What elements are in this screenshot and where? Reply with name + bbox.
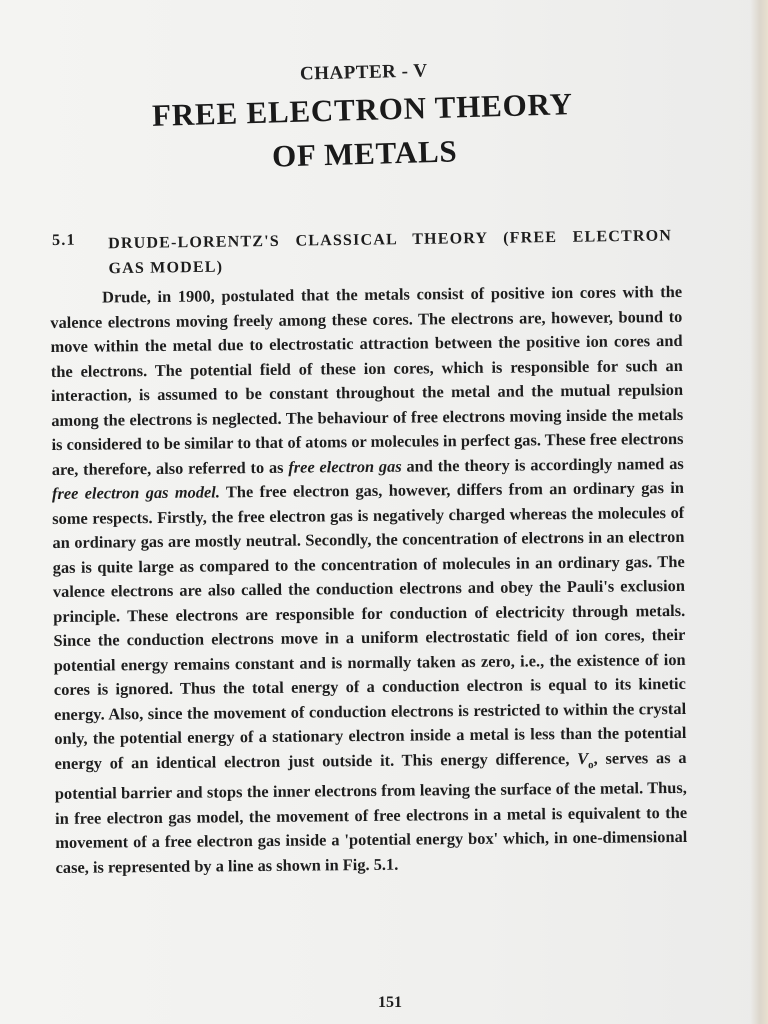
text-segment: Drude, in 1900, postulated that the metals consist of positive ion cores with the valence electrons moving freely among these cores. The electrons are, however, bound to move within the metal due to electrostatic attraction between the positive ion cores and the electrons. The potential field of these ion cores, which is responsible for such an interaction, is assumed to be constant throughout the metal and the mutual repulsion among the electrons is neglected. The behaviour of free electrons moving inside the metals is considered to be similar to that of atoms or molecules in perfect gas. These free electrons are, therefore, also referred to as (50, 281, 684, 479)
chapter-label: CHAPTER - V (299, 60, 428, 85)
page-edge (750, 0, 768, 1024)
section-heading: DRUDE-LORENTZ'S CLASSICAL THEORY (FREE ELECTRON GAS MODEL) (108, 227, 673, 278)
chapter-title-line-2: OF METALS (271, 133, 458, 174)
text-segment: The free electron gas, however, differs from an ordinary gas in some respects. Firstly, the free electron gas is negatively charged whereas the molecules of an ordinary gas are mostly neutral. Secondly, the concentration of electrons in an electron gas is quite large as compared to the concentration of molecules in an ordinary gas. The valence electrons are also called the conduction electrons and obey the Pauli's exclusion principle. These electrons are responsible for conduction of electricity through metals. Since the conduction electrons move in a uniform electrostatic field of ion cores, their potential energy remains constant and is normally taken as zero, i.e., the existence of ion cores is ignored. Thus the total energy of a conduction electron is equal to its kinetic energy. Also, since the movement of conduction electrons is restricted to within the crystal only, the potential energy of a stationary electron inside a metal is less than the potential energy of an identical electron just outside it. This energy difference, (52, 477, 687, 773)
emphasis-term: free electron gas model. (51, 482, 220, 503)
section-number: 5.1 (52, 231, 76, 249)
page-number: 151 (378, 994, 402, 1011)
body-text (50, 280, 688, 880)
chapter-title-line-1: FREE ELECTRON THEORY (151, 86, 574, 133)
text-segment: and the theory is accordingly named as (401, 453, 684, 476)
text-segment: , serves as a potential barrier and stops the inner electrons from leaving the surface of the metal. Thus, in free electron gas model, the movement of free electrons in a metal is equivalent to the movement of a free electron gas inside a 'potential energy box' which, in one-dimensional case, is represented by a line as shown in Fig. 5.1. (54, 747, 688, 877)
emphasis-term: free electron gas (288, 456, 402, 477)
variable-symbol: V (577, 748, 589, 768)
variable-subscript: o (588, 758, 594, 771)
section-header (52, 223, 673, 282)
paragraph (50, 280, 688, 880)
